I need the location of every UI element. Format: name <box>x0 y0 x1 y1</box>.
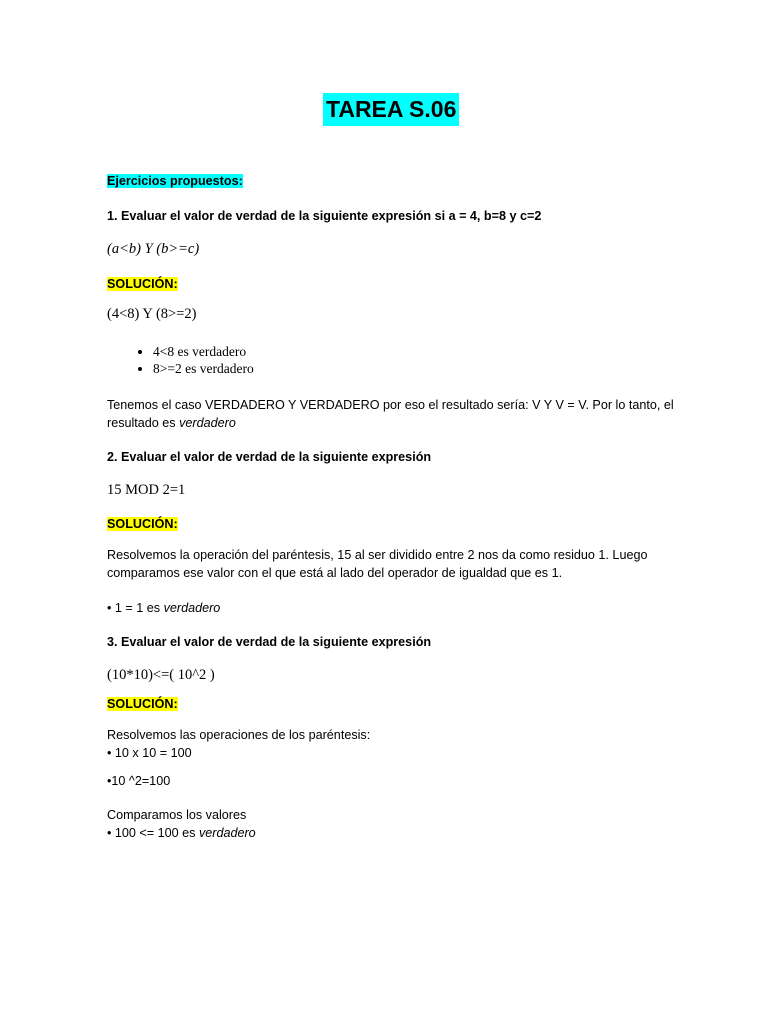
list-item: • 8>=2 es verdadero <box>153 360 254 377</box>
result-italic: verdadero <box>198 826 256 840</box>
exercise-1-expression: (a<b) Y (b>=c) <box>107 241 200 257</box>
exercise-1-conclusion-line-1: Tenemos el caso VERDADERO Y VERDADERO por eso el resultado sería: V Y V = V. Por lo tanto, el <box>107 398 674 412</box>
exercise-2-result <box>107 599 220 617</box>
exercise-3-text-line-1: Resolvemos las operaciones de los paréntesis: <box>107 728 371 742</box>
exercise-2-solution-label <box>107 515 178 533</box>
conclusion-prefix: resultado es <box>107 416 180 430</box>
exercise-3-result <box>107 824 256 842</box>
exercise-1-prompt: 1. Evaluar el valor de verdad de la siguiente expresión si a = 4, b=8 y c=2 <box>107 209 542 223</box>
exercise-1-bullet-list <box>107 343 254 377</box>
exercise-2-expression: 15 MOD 2=1 <box>107 482 186 498</box>
solution-label-text: SOLUCIÓN: <box>107 517 178 531</box>
page-title: TAREA S.06 <box>323 93 459 126</box>
exercise-3-prompt: 3. Evaluar el valor de verdad de la siguiente expresión <box>107 635 432 649</box>
exercise-2-prompt: 2. Evaluar el valor de verdad de la siguiente expresión <box>107 450 432 464</box>
solution-label-text: SOLUCIÓN: <box>107 697 178 711</box>
exercise-1-solution-label <box>107 275 178 293</box>
list-item: • 4<8 es verdadero <box>153 343 254 360</box>
exercise-3-compare-label: Comparamos los valores <box>107 808 247 822</box>
exercises-heading-text: Ejercicios propuestos: <box>107 174 243 188</box>
exercise-1-substituted: (4<8) Y (8>=2) <box>107 306 197 322</box>
result-prefix: • 1 = 1 es <box>107 601 164 615</box>
exercise-3-step-1: • 10 x 10 = 100 <box>107 746 192 760</box>
exercise-2-text-line-2: comparamos ese valor con el que está al lado del operador de igualdad que es 1. <box>107 566 563 580</box>
result-italic: verdadero <box>163 601 221 615</box>
result-prefix: • 100 <= 100 es <box>107 826 199 840</box>
exercise-3-expression: (10*10)<=( 10^2 ) <box>107 667 215 683</box>
solution-label-text: SOLUCIÓN: <box>107 277 178 291</box>
exercise-3-solution-label <box>107 695 178 713</box>
exercise-2-text-line-1: Resolvemos la operación del paréntesis, 15 al ser dividido entre 2 nos da como residuo 1. Luego <box>107 548 648 562</box>
exercise-1-conclusion-line-2 <box>107 414 236 432</box>
exercises-heading <box>107 172 243 190</box>
conclusion-italic: verdadero <box>179 416 236 430</box>
exercise-3-step-2: •10 ^2=100 <box>107 774 171 788</box>
